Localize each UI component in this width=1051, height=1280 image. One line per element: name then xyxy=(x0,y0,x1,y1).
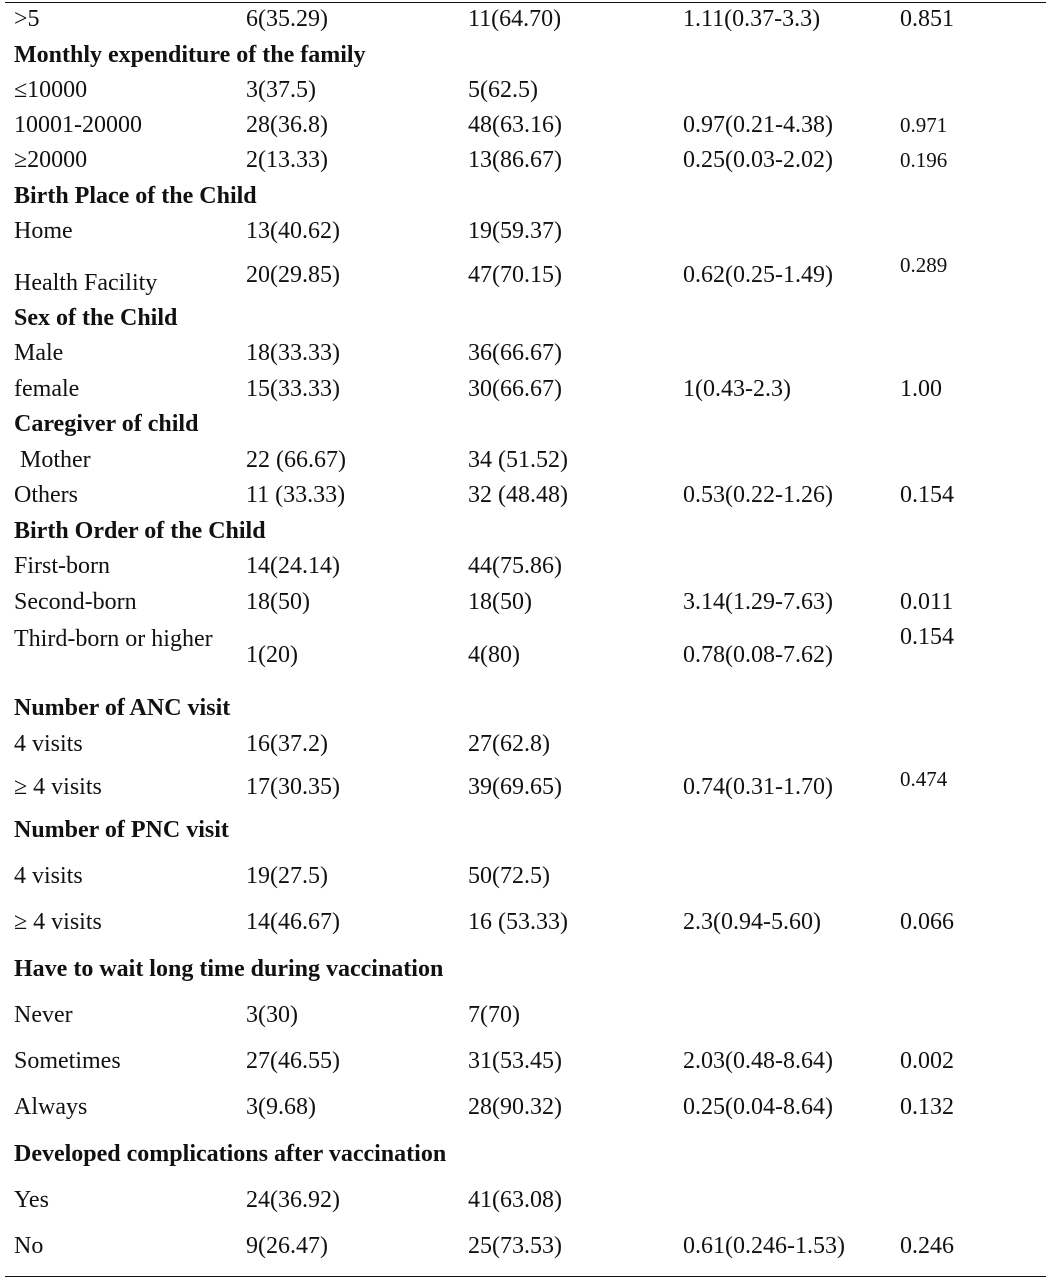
row-label: >5 xyxy=(14,6,40,32)
table-row xyxy=(0,444,1051,476)
cell-col1: 20(29.85) xyxy=(246,262,340,288)
cell-col4: 0.289 xyxy=(900,253,948,277)
cell-col1: 13(40.62) xyxy=(246,218,340,244)
row-label: Male xyxy=(14,340,64,366)
cell-col3: 0.62(0.25-1.49) xyxy=(683,262,833,288)
table-row xyxy=(0,144,1051,176)
cell-col1: 9(26.47) xyxy=(246,1233,328,1259)
table-row xyxy=(0,586,1051,618)
table-row xyxy=(0,479,1051,511)
cell-col4: 0.154 xyxy=(900,624,954,650)
cell-col1: 15(33.33) xyxy=(246,376,340,402)
cell-col2: 30(66.67) xyxy=(468,376,562,402)
row-label: Always xyxy=(14,1094,88,1120)
cell-col1: 24(36.92) xyxy=(246,1187,340,1213)
table-row xyxy=(0,550,1051,582)
cell-col2: 47(70.15) xyxy=(468,262,562,288)
cell-col3: 0.25(0.03-2.02) xyxy=(683,147,833,173)
cell-col2: 41(63.08) xyxy=(468,1187,562,1213)
cell-col3: 1.11(0.37-3.3) xyxy=(683,6,821,32)
cell-col4: 1.00 xyxy=(900,376,942,402)
section-heading: Number of ANC visit xyxy=(14,695,231,721)
row-label: No xyxy=(14,1233,44,1259)
cell-col1: 17(30.35) xyxy=(246,774,340,800)
row-label: Others xyxy=(14,482,78,508)
cell-col2: 4(80) xyxy=(468,642,520,668)
row-label: Mother xyxy=(20,447,91,473)
cell-col2: 32 (48.48) xyxy=(468,482,568,508)
cell-col4: 0.011 xyxy=(900,589,954,615)
table-row xyxy=(0,860,1051,892)
table-row xyxy=(0,3,1051,35)
row-label: ≥ 4 visits xyxy=(14,909,102,935)
cell-col4: 0.246 xyxy=(900,1233,954,1259)
cell-col4: 0.066 xyxy=(900,909,954,935)
row-label: 10001-20000 xyxy=(14,112,142,138)
section-heading: Number of PNC visit xyxy=(14,817,229,843)
cell-col2: 48(63.16) xyxy=(468,112,562,138)
row-label: ≥20000 xyxy=(14,147,88,173)
table-row xyxy=(0,215,1051,247)
cell-col2: 50(72.5) xyxy=(468,863,550,889)
row-label: Never xyxy=(14,1002,73,1028)
cell-col2: 34 (51.52) xyxy=(468,447,568,473)
cell-col1: 14(46.67) xyxy=(246,909,340,935)
row-label: Second-born xyxy=(14,589,137,615)
cell-col1: 22 (66.67) xyxy=(246,447,346,473)
table-row xyxy=(0,999,1051,1031)
cell-col2: 31(53.45) xyxy=(468,1048,562,1074)
cell-col2: 28(90.32) xyxy=(468,1094,562,1120)
cell-col2: 11(64.70) xyxy=(468,6,562,32)
cell-col3: 2.03(0.48-8.64) xyxy=(683,1048,833,1074)
cell-col3: 3.14(1.29-7.63) xyxy=(683,589,833,615)
row-label: ≤10000 xyxy=(14,77,88,103)
cell-col2: 18(50) xyxy=(468,589,532,615)
row-label: Health Facility xyxy=(14,270,158,296)
cell-col4: 0.196 xyxy=(900,148,948,172)
section-heading: Birth Place of the Child xyxy=(14,183,257,209)
cell-col1: 3(37.5) xyxy=(246,77,316,103)
table-row xyxy=(0,1091,1051,1123)
cell-col1: 2(13.33) xyxy=(246,147,328,173)
table-row xyxy=(0,1230,1051,1262)
cell-col4: 0.474 xyxy=(900,767,948,791)
table-row xyxy=(0,1184,1051,1216)
row-label: Sometimes xyxy=(14,1048,121,1074)
cell-col3: 0.97(0.21-4.38) xyxy=(683,112,833,138)
section-heading: Sex of the Child xyxy=(14,305,178,331)
cell-col1: 1(20) xyxy=(246,642,298,668)
cell-col3: 0.53(0.22-1.26) xyxy=(683,482,833,508)
row-label: Home xyxy=(14,218,73,244)
table-row xyxy=(0,74,1051,106)
cell-col2: 36(66.67) xyxy=(468,340,562,366)
cell-col1: 28(36.8) xyxy=(246,112,328,138)
cell-col2: 19(59.37) xyxy=(468,218,562,244)
cell-col2: 16 (53.33) xyxy=(468,909,568,935)
cell-col2: 13(86.67) xyxy=(468,147,562,173)
row-label: Third-born or higher xyxy=(14,626,213,652)
cell-col4: 0.851 xyxy=(900,6,954,32)
cell-col3: 0.78(0.08-7.62) xyxy=(683,642,833,668)
cell-col2: 27(62.8) xyxy=(468,731,550,757)
cell-col2: 44(75.86) xyxy=(468,553,562,579)
cell-col2: 7(70) xyxy=(468,1002,520,1028)
cell-col3: 2.3(0.94-5.60) xyxy=(683,909,821,935)
cell-col3: 0.74(0.31-1.70) xyxy=(683,774,833,800)
cell-col4: 0.002 xyxy=(900,1048,954,1074)
section-heading: Have to wait long time during vaccination xyxy=(14,956,444,982)
row-label: Yes xyxy=(14,1187,49,1213)
table-row xyxy=(0,253,1051,296)
row-label: 4 visits xyxy=(14,863,83,889)
cell-col1: 18(33.33) xyxy=(246,340,340,366)
cell-col4: 0.132 xyxy=(900,1094,954,1120)
table-row xyxy=(0,906,1051,938)
cell-col2: 5(62.5) xyxy=(468,77,538,103)
cell-col1: 3(9.68) xyxy=(246,1094,316,1120)
section-heading: Monthly expenditure of the family xyxy=(14,42,366,68)
cell-col2: 39(69.65) xyxy=(468,774,562,800)
cell-col3: 0.61(0.246-1.53) xyxy=(683,1233,845,1259)
table-row xyxy=(0,337,1051,369)
cell-col2: 25(73.53) xyxy=(468,1233,562,1259)
table-row xyxy=(0,373,1051,405)
table-row xyxy=(0,109,1051,141)
table-row xyxy=(0,767,1051,803)
row-label: female xyxy=(14,376,80,402)
cell-col4: 0.154 xyxy=(900,482,954,508)
cell-col1: 18(50) xyxy=(246,589,310,615)
section-heading: Caregiver of child xyxy=(14,411,199,437)
cell-col1: 16(37.2) xyxy=(246,731,328,757)
table-row xyxy=(0,1045,1051,1077)
cell-col1: 6(35.29) xyxy=(246,6,328,32)
cell-col4: 0.971 xyxy=(900,113,948,137)
row-label: First-born xyxy=(14,553,110,579)
cell-col1: 27(46.55) xyxy=(246,1048,340,1074)
cell-col3: 1(0.43-2.3) xyxy=(683,376,791,402)
table-row xyxy=(0,624,1051,671)
cell-col1: 3(30) xyxy=(246,1002,298,1028)
cell-col3: 0.25(0.04-8.64) xyxy=(683,1094,833,1120)
table-row xyxy=(0,728,1051,760)
section-heading: Birth Order of the Child xyxy=(14,518,266,544)
section-heading: Developed complications after vaccination xyxy=(14,1141,447,1167)
cell-col1: 19(27.5) xyxy=(246,863,328,889)
cell-col1: 14(24.14) xyxy=(246,553,340,579)
row-label: ≥ 4 visits xyxy=(14,774,102,800)
cell-col1: 11 (33.33) xyxy=(246,482,346,508)
table-bottom-rule xyxy=(5,1276,1046,1277)
row-label: 4 visits xyxy=(14,731,83,757)
